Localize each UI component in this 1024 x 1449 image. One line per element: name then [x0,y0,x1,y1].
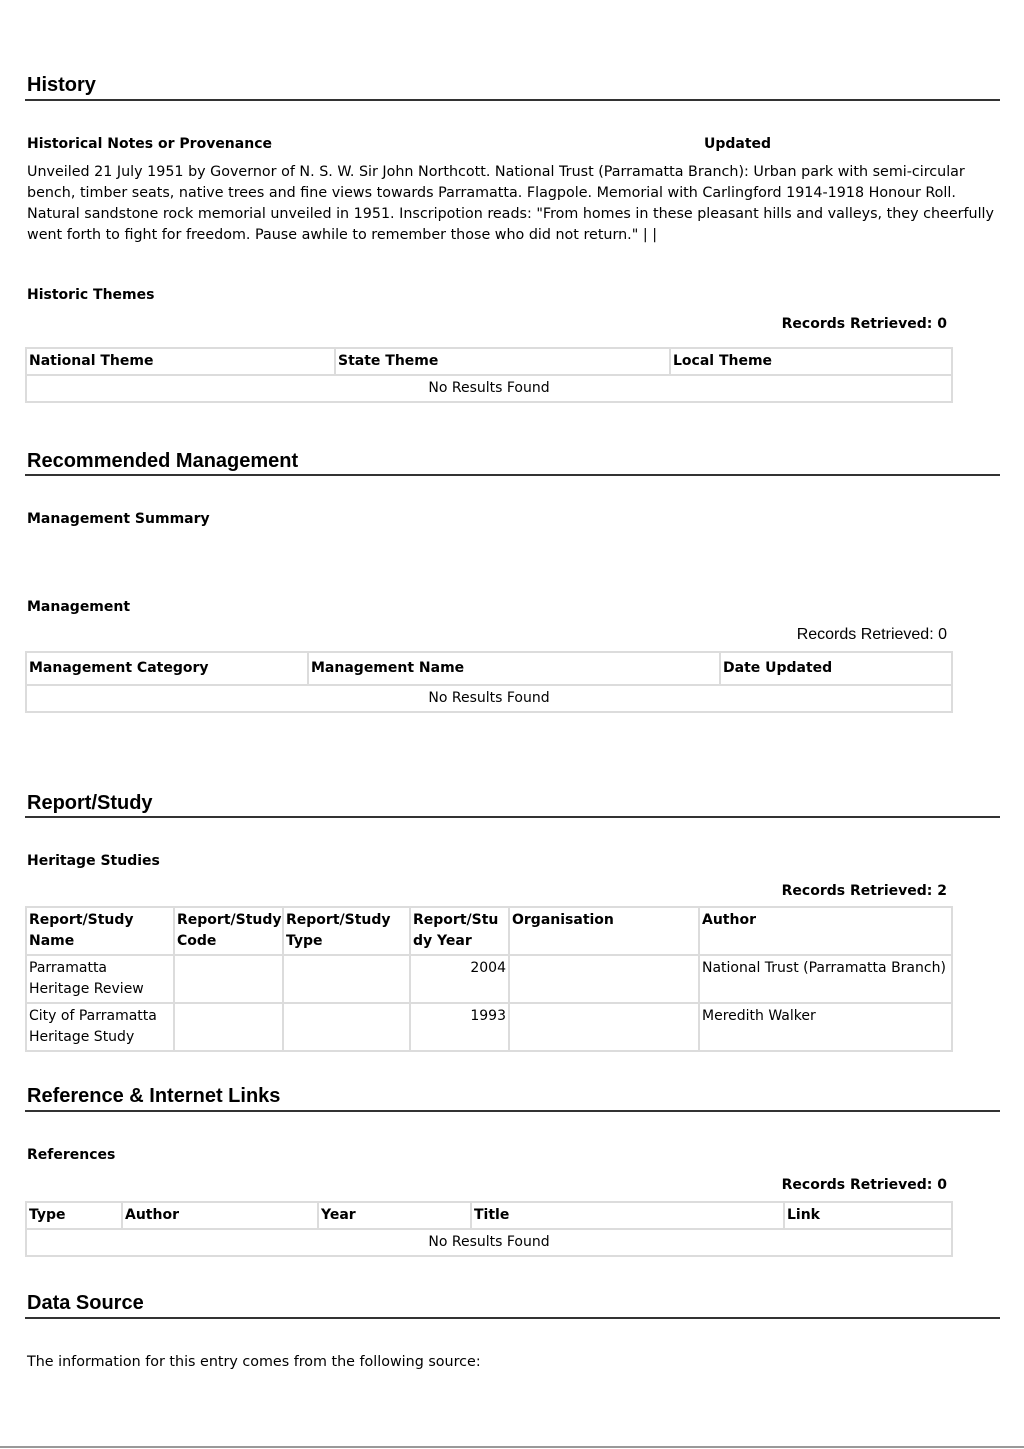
table-header-row [26,348,952,375]
column-header: Author [122,1202,318,1229]
table-row [26,1229,952,1256]
study-type-cell [283,955,410,1003]
updated-label: Updated [704,136,772,152]
study-code-cell [174,955,283,1003]
data-source-rule [25,1317,1000,1319]
historical-notes-text: Unveiled 21 July 1951 by Governor of N. S. W. Sir John Northcott. National Trust (Parramatta Branch): Urban park with semi-circular bench, timber seats, native trees and fine views towards Parramatta. Flagpole. Memorial with Carlingford 1914-1918 Honour Roll. Natural sandstone rock memorial unveiled in 1951. Inscripotion reads: "From homes in these pleasant hills and valleys, they cheerfully went forth to fight for freedom. Pause awhile to remember those who did not return." | | [27,164,994,243]
history-heading: History [27,74,96,96]
table-row [26,955,952,1003]
column-header: Title [471,1202,784,1229]
organisation-cell [509,955,699,1003]
report-records-retrieved: Records Retrieved: 2 [781,883,947,899]
references-records-retrieved: Records Retrieved: 0 [781,1177,947,1193]
study-type-cell [283,1003,410,1051]
references-heading: Reference & Internet Links [27,1085,281,1107]
no-results-cell: No Results Found [26,375,952,402]
no-results-cell: No Results Found [26,685,952,712]
management-summary-label: Management Summary [27,511,210,527]
column-header: Link [784,1202,952,1229]
management-table [25,651,953,713]
historical-notes-label: Historical Notes or Provenance [27,136,272,152]
management-rule [25,474,1000,476]
author-cell: National Trust (Parramatta Branch) [699,955,952,1003]
study-name-cell: City of Parramatta Heritage Study [26,1003,174,1051]
column-header: Type [26,1202,122,1229]
management-heading: Recommended Management [27,450,299,472]
table-row [26,375,952,402]
table-header-row [26,1202,952,1229]
data-source-heading: Data Source [27,1292,144,1314]
references-table [25,1201,953,1257]
management-label: Management [27,599,131,615]
column-header: State Theme [335,348,670,375]
study-code-cell [174,1003,283,1051]
column-header: Management Category [26,652,308,685]
report-study-rule [25,816,1000,818]
study-year-cell: 1993 [410,1003,509,1051]
heritage-studies-table [25,906,953,1052]
management-records-retrieved: Records Retrieved: 0 [796,626,947,643]
column-header: Report/Study Code [174,907,283,955]
column-header: Date Updated [720,652,952,685]
report-study-heading: Report/Study [27,792,153,814]
study-name-cell: Parramatta Heritage Review [26,955,174,1003]
column-header: Report/Study Name [26,907,174,955]
column-header: Management Name [308,652,720,685]
themes-records-retrieved: Records Retrieved: 0 [781,316,947,332]
historic-themes-label: Historic Themes [27,287,155,303]
column-header: Author [699,907,952,955]
data-source-text: The information for this entry comes from the following source: [27,1354,481,1370]
table-header-row [26,652,952,685]
references-rule [25,1110,1000,1112]
author-cell: Meredith Walker [699,1003,952,1051]
column-header: National Theme [26,348,335,375]
references-label: References [27,1147,116,1163]
historic-themes-table [25,347,953,403]
table-row [26,1003,952,1051]
organisation-cell [509,1003,699,1051]
column-header: Report/Study Year [410,907,509,955]
heritage-studies-label: Heritage Studies [27,853,160,869]
column-header: Local Theme [670,348,952,375]
table-row [26,685,952,712]
column-header: Year [318,1202,471,1229]
page-bottom-border [0,1446,1024,1448]
history-rule [25,99,1000,101]
table-header-row [26,907,952,955]
column-header: Organisation [509,907,699,955]
no-results-cell: No Results Found [26,1229,952,1256]
study-year-cell: 2004 [410,955,509,1003]
column-header: Report/Study Type [283,907,410,955]
